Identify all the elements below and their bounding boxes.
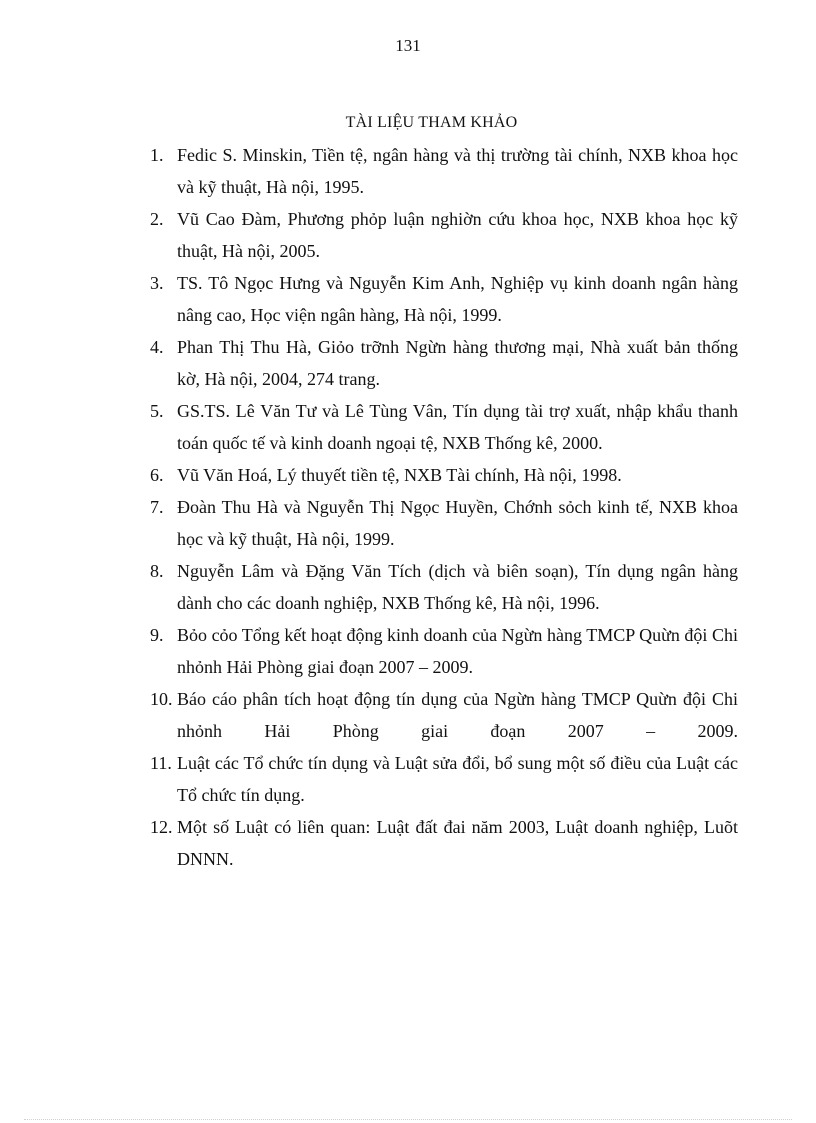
- reference-number: 9.: [150, 625, 164, 645]
- reference-number: 11.: [150, 753, 172, 773]
- reference-item-2: [150, 203, 738, 267]
- reference-number: 6.: [150, 465, 164, 485]
- reference-text: Đoàn Thu Hà và Nguyễn Thị Ngọc Huyền, Chớnh sỏch kinh tế, NXB khoa học và kỹ thuật, Hà nội, 1999.: [177, 497, 738, 549]
- reference-text: Vũ Cao Đàm, Phương phỏp luận nghiờn cứu khoa học, NXB khoa học kỹ thuật, Hà nội, 2005.: [177, 209, 738, 261]
- reference-item-9: [150, 619, 738, 683]
- reference-item-3: [150, 267, 738, 331]
- reference-item-10: [150, 683, 738, 747]
- reference-number: 3.: [150, 273, 164, 293]
- reference-text: Fedic S. Minskin, Tiền tệ, ngân hàng và thị trường tài chính, NXB khoa học và kỹ thuật, Hà nội, 1995.: [177, 145, 738, 197]
- reference-item-12: [150, 811, 738, 875]
- page-number: 131: [395, 36, 421, 55]
- reference-text: Bỏo cỏo Tổng kết hoạt động kinh doanh của Ngừn hàng TMCP Quừn đội Chi nhỏnh Hải Phòng giai đoạn 2007 – 2009.: [177, 625, 738, 677]
- reference-text: Nguyễn Lâm và Đặng Văn Tích (dịch và biên soạn), Tín dụng ngân hàng dành cho các doanh nghiệp, NXB Thống kê, Hà nội, 1996.: [177, 561, 738, 613]
- reference-number: 10.: [150, 689, 173, 709]
- reference-number: 8.: [150, 561, 164, 581]
- reference-text: Vũ Văn Hoá, Lý thuyết tiền tệ, NXB Tài chính, Hà nội, 1998.: [177, 465, 622, 485]
- reference-item-5: [150, 395, 738, 459]
- reference-number: 7.: [150, 497, 164, 517]
- reference-text: TS. Tô Ngọc Hưng và Nguyễn Kim Anh, Nghiệp vụ kinh doanh ngân hàng nâng cao, Học viện ngân hàng, Hà nội, 1999.: [177, 273, 738, 325]
- reference-item-7: [150, 491, 738, 555]
- reference-list: [150, 139, 738, 875]
- reference-text: GS.TS. Lê Văn Tư và Lê Tùng Vân, Tín dụng tài trợ xuất, nhập khẩu thanh toán quốc tế và kinh doanh ngoại tệ, NXB Thống kê, 2000.: [177, 401, 738, 453]
- reference-item-11: [150, 747, 738, 811]
- reference-item-6: [150, 459, 738, 491]
- reference-item-8: [150, 555, 738, 619]
- reference-number: 2.: [150, 209, 164, 229]
- reference-item-1: [150, 139, 738, 203]
- reference-item-4: [150, 331, 738, 395]
- reference-number: 5.: [150, 401, 164, 421]
- reference-number: 4.: [150, 337, 164, 357]
- reference-number: 1.: [150, 145, 164, 165]
- reference-text: Phan Thị Thu Hà, Giỏo trỡnh Ngừn hàng thương mại, Nhà xuất bản thống kờ, Hà nội, 2004, 274 trang.: [177, 337, 738, 389]
- page-bottom-divider: [24, 1119, 792, 1120]
- reference-number: 12.: [150, 817, 173, 837]
- reference-text: Báo cáo phân tích hoạt động tín dụng của Ngừn hàng TMCP Quừn đội Chi nhỏnh Hải Phòng giai đoạn 2007 – 2009.: [177, 689, 738, 741]
- reference-text: Luật các Tổ chức tín dụng và Luật sửa đổi, bổ sung một số điều của Luật các Tổ chức tín dụng.: [177, 753, 738, 805]
- references-heading: TÀI LIỆU THAM KHẢO: [345, 114, 518, 131]
- reference-text: Một số Luật có liên quan: Luật đất đai năm 2003, Luật doanh nghiệp, Luõt DNNN.: [177, 817, 738, 869]
